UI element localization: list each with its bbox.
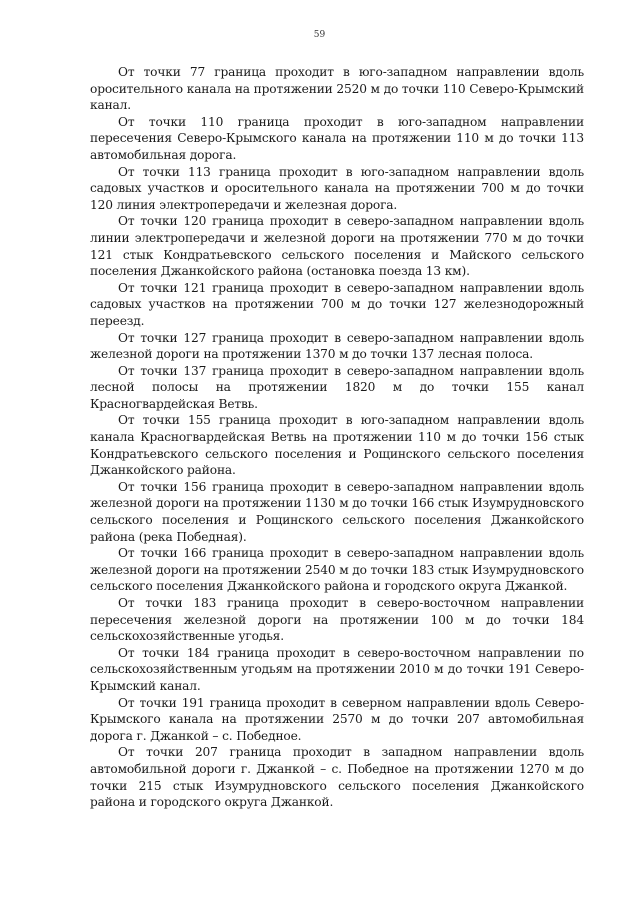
page-number: 59 (313, 30, 326, 40)
paragraph: От точки 191 граница проходит в северном направлении вдоль Северо-Крымского канала на протяжении 2570 м до точки 207 автомобильная дорога г. Джанкой – с. Победное. (90, 695, 584, 743)
paragraph: От точки 77 граница проходит в юго-западном направлении вдоль оросительного канала на протяжении 2520 м до точки 110 Северо-Крымский канал. (90, 65, 584, 113)
paragraph: От точки 207 граница проходит в западном направлении вдоль автомобильной дороги г. Джанкой – с. Победное на протяжении 1270 м до точки 215 стык Изумрудновского сельского поселения Джанкойского района и городского округа Джанкой. (90, 745, 584, 810)
paragraph: От точки 137 граница проходит в северо-западном направлении вдоль лесной полосы на протяжении 1820 м до точки 155 канал Красногвардейская Ветвь. (90, 363, 584, 411)
paragraph: От точки 113 граница проходит в юго-западном направлении вдоль садовых участков и оросительного канала на протяжении 700 м до точки 120 линия электропередачи и железная дорога. (90, 164, 584, 212)
paragraph: От точки 120 граница проходит в северо-западном направлении вдоль линии электропередачи и железной дороги на протяжении 770 м до точки 121 стык Кондратьевского сельского поселения и Майского сельского поселения Джанкойского района (остановка поезда 13 км). (90, 214, 584, 279)
paragraph: От точки 155 граница проходит в юго-западном направлении вдоль канала Красногвардейская Ветвь на протяжении 110 м до точки 156 стык Кондратьевского сельского поселения и Рощинского сельского поселения Джанкойского района. (90, 413, 584, 478)
paragraph: От точки 110 граница проходит в юго-западном направлении пересечения Северо-Крымского канала на протяжении 110 м до точки 113 автомобильная дорога. (90, 114, 584, 162)
paragraph: От точки 121 граница проходит в северо-западном направлении вдоль садовых участков на протяжении 700 м до точки 127 железнодорожный переезд. (90, 280, 584, 328)
document-body (90, 64, 584, 811)
paragraph: От точки 183 граница проходит в северо-восточном направлении пересечения железной дороги на протяжении 100 м до точки 184 сельскохозяйственные угодья. (90, 596, 584, 644)
paragraph: От точки 127 граница проходит в северо-западном направлении вдоль железной дороги на протяжении 1370 м до точки 137 лесная полоса. (90, 330, 584, 362)
paragraph: От точки 156 граница проходит в северо-западном направлении вдоль железной дороги на протяжении 1130 м до точки 166 стык Изумрудновского сельского поселения и Рощинского сельского поселения Джанкойского района (река Победная). (90, 479, 584, 544)
paragraph: От точки 166 граница проходит в северо-западном направлении вдоль железной дороги на протяжении 2540 м до точки 183 стык Изумрудновского сельского поселения Джанкойского района и городского округа Джанкой. (90, 546, 584, 594)
paragraph: От точки 184 граница проходит в северо-восточном направлении по сельскохозяйственным угодьям на протяжении 2010 м до точки 191 Северо-Крымский канал. (90, 645, 584, 693)
